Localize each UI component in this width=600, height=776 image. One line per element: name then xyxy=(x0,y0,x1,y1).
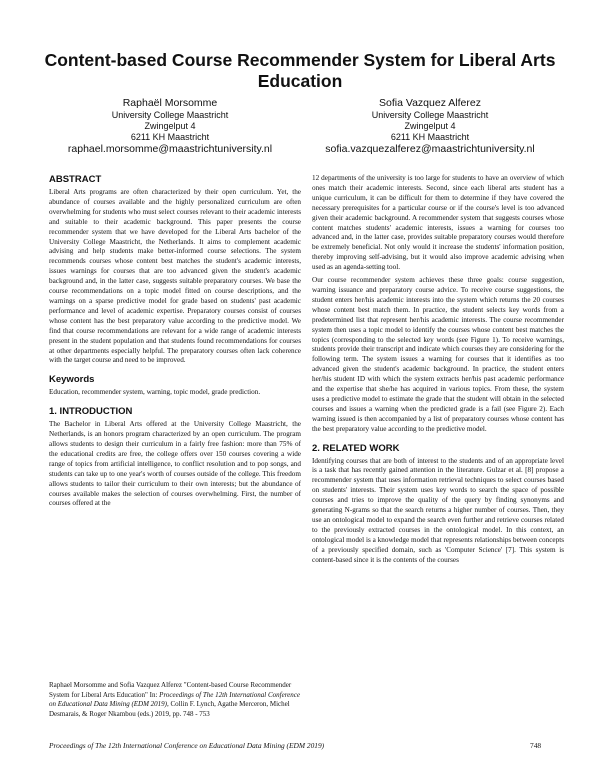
author-name: Sofia Vazquez Alferez xyxy=(379,97,481,109)
abstract-text: Liberal Arts programs are often characterized by their open curriculum. Yet, the abundance of courses available and the highly personalized curriculum are often overwhelming for students who must select courses relevant to their academic interests and suitable to their academic background. This paper presents the course recommender system that we have developed for the Liberal Arts bachelor of the University College Maastricht, the Netherlands. It aims to complement academic advising and help students make better-informed course selections. The system recommends courses whose content best matches the student's academic interests, issues warnings for courses that are too advanced given the student's academic background and, in the latter case, suggests suitable preparatory courses. We base the course recommendations on a topic model fitted on course descriptions, and the warnings on a sparse predictive model for grade based on students' past academic performance and level of academic expertise. Preparatory courses consist of courses whose content has the best preparatory value according to the predictive model. We find that course recommendations are relevant for a wide range of academic interests present in the student population and that students found recommendations for courses at other departments especially helpful. The preparatory courses often lack coherence with the target course and need to be improved. xyxy=(49,188,301,365)
author-street: Zwingelput 4 xyxy=(144,121,196,131)
introduction-heading: 1. INTRODUCTION xyxy=(49,406,133,418)
right-column xyxy=(312,174,564,569)
citation-note xyxy=(49,681,301,719)
introduction-text: The Bachelor in Liberal Arts offered at the University College Maastricht, the Netherlands, is an honors program characterized by an open curriculum. The program allows students to design their curriculum in a fairly free fashion: more than 75% of the educational credits are free, the college offers over 150 courses covering a wide range of topics from artificial intelligence, to conflict resolution and to pop songs, and students can take up to one year's worth of courses outside of the college. This freedom allows students to tailor their curriculum to their own interests; but the abundance of courses available makes the selection of courses overwhelming. First, the number of courses offered at the xyxy=(49,420,301,508)
author-city: 6211 KH Maastricht xyxy=(390,132,470,142)
left-column xyxy=(49,174,301,512)
citation-editors: Collin F. Lynch, Agathe Merceron, Michel Desmarais, & Roger Nkambou (eds.) 2019, pp. 748 - 753 xyxy=(49,700,290,718)
author-affiliation: University College Maastricht xyxy=(111,110,229,120)
paper-title: Content-based Course Recommender System for Liberal Arts Education xyxy=(44,50,556,91)
keywords-heading: Keywords xyxy=(49,374,95,386)
author-block-2 xyxy=(300,97,560,156)
author-affiliation: University College Maastricht xyxy=(371,110,489,120)
system-description-paragraph: Our course recommender system achieves these three goals: course suggestion, warning issuance and preparatory course advice. To receive course suggestions, the student enters her/his academic interests into the system which returns the 20 courses whose content best match them. In practice, the student selects key words from a predetermined list that represent her/his academic interests. The course recommender system then uses a topic model to identify the courses whose content best matches the topics (corresponding to the selected key words (see Figure 1). To receive warnings, students provide their transcript and indicate which courses they are considering for the following term. The system issues a warning for courses that it identifies as too advanced given the student's academic background. In practice, the student enters her/his student ID with which the system extracts her/his past academic performance and the expertise that she/he has acquired in various topics. From these, the system uses a predictive model to estimate the grade that the student will obtain in the selected courses and issues a warning when the predicted grade is a fail (see Figure 2). Each warning issued is then accompanied by a list of preparatory courses whose content has the best preparatory value according to the predictive model. xyxy=(312,276,564,433)
author-email[interactable]: raphael.morsomme@maastrichtuniversity.nl xyxy=(67,143,273,155)
author-email[interactable]: sofia.vazquezalferez@maastrichtuniversity.nl xyxy=(325,143,535,155)
footer-proceedings: Proceedings of The 12th International Conference on Educational Data Mining (EDM 2019) xyxy=(49,741,325,750)
intro-continued-paragraph: 12 departments of the university is too large for students to have an overview of which ones match their academic interests. Second, since each liberal arts student has a unique curriculum, it can be difficult for them to determine if they have covered the necessary prerequisites for a particular course or if the course's level is too advanced given their academic background. A recommender system that suggests courses whose content matches students' academic interests, issues a warning for courses too advanced and, in the latter case, provides suitable preparatory courses would therefore be extremely beneficial. Not only would it increase the students' information position, thereby improving self-advising, but it would also improve academic advising when used as an agenda-setting tool. xyxy=(312,174,564,272)
related-work-heading: 2. RELATED WORK xyxy=(312,442,400,454)
author-city: 6211 KH Maastricht xyxy=(130,132,210,142)
author-name: Raphaël Morsomme xyxy=(122,97,218,109)
keywords-text: Education, recommender system, warning, topic model, grade prediction. xyxy=(49,388,261,397)
author-block-1 xyxy=(40,97,300,156)
related-work-text: Identifying courses that are both of interest to the students and of an appropriate level is a task that has recently gained attention in the literature. Gulzar et al. [8] propose a recommender system that uses information retrieval techniques to select courses based on students' interests. Their system uses key words to search the space of possible courses and tries to improve the quality of the query by finding synonyms and generating N-grams so that the search returns a higher number of courses. Then, they use an ontological model to expand the search even further and retrieve courses related to the previously extracted courses in the ontological model. In this context, an ontological model is a knowledge model that represents relationships between concepts of a previously specified domain, such as 'Computer Science' [7]. This system is content-based since it is the contents of the courses xyxy=(312,456,564,564)
page-number: 748 xyxy=(530,741,542,750)
abstract-heading: ABSTRACT xyxy=(49,174,102,185)
citation-authors-title: Raphael Morsomme and Sofia Vazquez Alferez "Content-based Course Recommender System for Liberal Arts Education" In: xyxy=(49,681,292,699)
author-street: Zwingelput 4 xyxy=(404,121,456,131)
citation-proceedings: Proceedings of The 12th International Conference on Educational Data Mining (EDM 2019), xyxy=(49,690,300,709)
